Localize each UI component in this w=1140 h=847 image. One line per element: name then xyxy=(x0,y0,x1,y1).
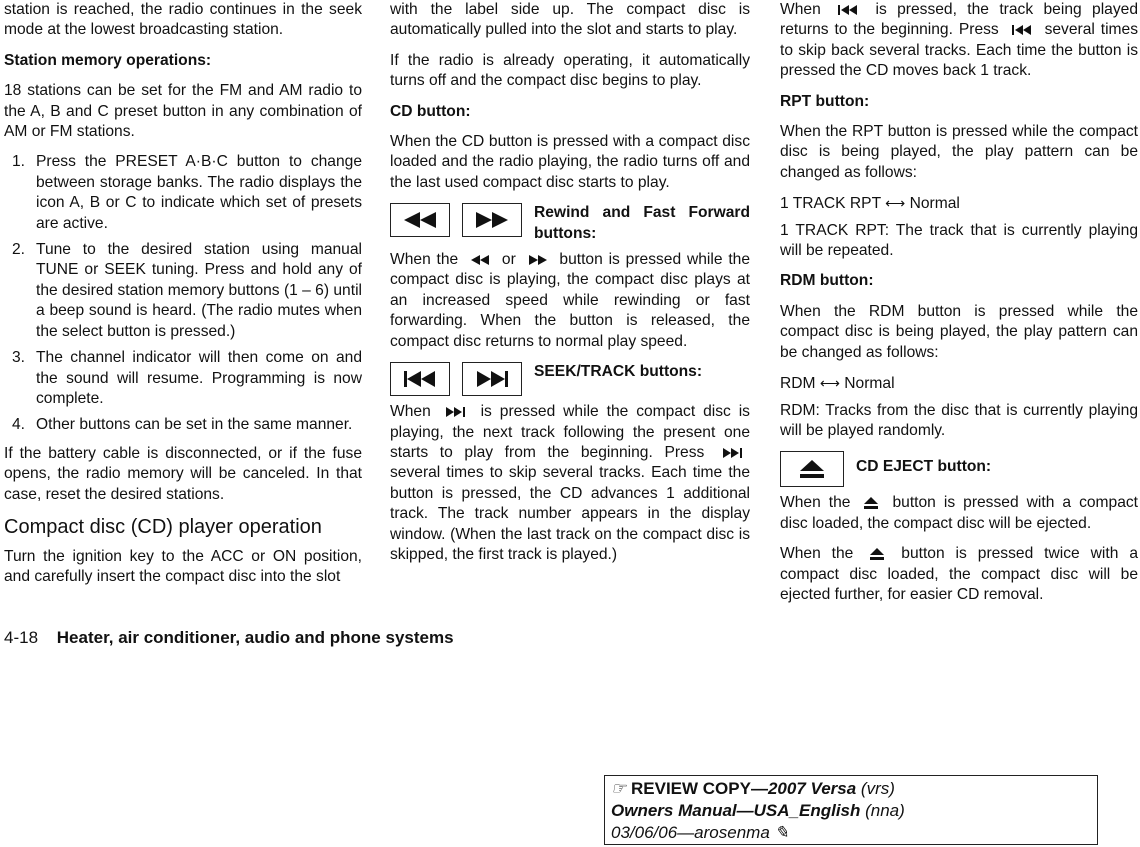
skip-forward-icon xyxy=(445,407,467,417)
rewind-button-illustration xyxy=(390,203,450,237)
rewind-ff-button-row xyxy=(390,203,750,244)
fast-forward-button-illustration xyxy=(462,203,522,237)
review-line-2: Owners Manual—USA_English (nna) xyxy=(611,801,905,820)
eject-heading: CD EJECT button: xyxy=(856,458,992,476)
double-arrow-icon: ⟷ xyxy=(819,375,840,392)
cd-section-title: Compact disc (CD) player operation xyxy=(4,515,322,538)
fast-forward-icon xyxy=(528,255,548,265)
seek-track-heading: SEEK/TRACK buttons: xyxy=(534,363,703,381)
double-arrow-icon: ⟷ xyxy=(885,195,906,212)
skip-forward-icon xyxy=(722,448,744,458)
seek-track-button-row xyxy=(390,362,750,396)
station-memory-paragraph: 18 stations can be set for the FM and AM radio to the A, B and C preset button in any combination of AM or FM stations. xyxy=(4,82,362,141)
pencil-icon: ✎ xyxy=(774,823,789,842)
rdm-paragraph: When the RDM button is pressed while the compact disc is being played, the play pattern can be changed as follows: xyxy=(780,302,1138,361)
seek-track-paragraph: When is pressed while the compact disc is playing, the next track following the present one starts to play from the beginning. Press several times to skip several tracks. Each time the button is pressed, the CD advances 1 additional track. The track number appears in the display window. (When the last track on the compact disc is skipped, the first track is played.) xyxy=(390,403,750,563)
rewind-ff-heading: Rewind and Fast Forward buttons: xyxy=(534,204,750,242)
skip-back-icon xyxy=(837,5,859,15)
eject-icon xyxy=(870,548,884,560)
rewind-ff-paragraph: When the or button is pressed while the compact disc is playing, the compact disc plays at an increased speed while rewinding or fast forwarding. When the button is released, the compact disc returns to normal play speed. xyxy=(390,251,750,350)
cd-load-paragraph: with the label side up. The compact disc is automatically pulled into the slot and starts to play. xyxy=(390,1,750,39)
rewind-icon xyxy=(470,255,490,265)
cd-button-paragraph: When the CD button is pressed with a compact disc loaded and the radio playing, the radio turns off and the last used compact disc starts to play. xyxy=(390,133,750,191)
column-middle xyxy=(390,0,750,575)
battery-paragraph: If the battery cable is disconnected, or if the fuse opens, the radio memory will be canceled. In that case, reset the desired stations. xyxy=(4,444,362,503)
review-line-3: 03/06/06—arosenma ✎ xyxy=(611,823,789,842)
skip-back-icon xyxy=(1011,25,1033,35)
review-copy-box xyxy=(604,775,1098,845)
page-footer xyxy=(4,627,454,649)
intro-paragraph: station is reached, the radio continues in the seek mode at the lowest broadcasting station. xyxy=(4,1,362,39)
rewind-icon xyxy=(402,212,438,228)
list-item: 4. Other buttons can be set in the same manner. xyxy=(12,416,353,434)
rdm-cycle: RDM ⟷ Normal xyxy=(780,375,895,393)
cd-button-heading: CD button: xyxy=(390,102,471,120)
skip-forward-icon xyxy=(475,371,509,387)
track-back-paragraph: When is pressed, the track being played returns to the beginning. Press several times to skip back several tracks. Each time the button is pressed the CD moves back 1 track. xyxy=(780,1,1139,80)
eject-button-row xyxy=(780,451,1138,487)
chapter-title: Heater, air conditioner, audio and phone systems xyxy=(56,628,454,647)
page-number: 4-18 xyxy=(4,628,39,647)
eject-icon xyxy=(800,460,824,478)
eject-icon xyxy=(864,497,878,509)
rdm-heading: RDM button: xyxy=(780,272,874,290)
review-line-1: ☞ REVIEW COPY—2007 Versa (vrs) xyxy=(611,779,895,798)
pointing-hand-icon: ☞ xyxy=(611,779,627,798)
list-item: 3. The channel indicator will then come on and the sound will resume. Programming is now complete. xyxy=(12,349,362,407)
column-right xyxy=(780,0,1138,615)
rpt-cycle: 1 TRACK RPT ⟷ Normal xyxy=(780,195,960,213)
cd-intro-paragraph: Turn the ignition key to the ACC or ON position, and carefully insert the compact disc into the slot xyxy=(4,547,362,586)
track-back-button-illustration xyxy=(390,362,450,396)
rpt-description: 1 TRACK RPT: The track that is currently playing will be repeated. xyxy=(780,221,1138,260)
fast-forward-icon xyxy=(474,212,510,228)
rpt-paragraph: When the RPT button is pressed while the compact disc is being played, the play pattern can be changed as follows: xyxy=(780,123,1138,181)
column-left xyxy=(4,0,362,598)
skip-back-icon xyxy=(403,371,437,387)
track-forward-button-illustration xyxy=(462,362,522,396)
rdm-description: RDM: Tracks from the disc that is currently playing will be played randomly. xyxy=(780,401,1138,439)
eject-paragraph-1: When the button is pressed with a compact disc loaded, the compact disc will be ejected. xyxy=(780,494,1139,532)
rpt-heading: RPT button: xyxy=(780,92,870,110)
memory-steps-list xyxy=(4,152,362,435)
eject-button-illustration xyxy=(780,451,844,487)
station-memory-heading: Station memory operations: xyxy=(4,51,212,69)
list-item: 1. Press the PRESET A·B·C button to change between storage banks. The radio displays the icon A, B or C to indicate which set of presets are active. xyxy=(12,153,362,232)
radio-off-paragraph: If the radio is already operating, it automatically turns off and the compact disc begins to play. xyxy=(390,51,750,90)
list-item: 2. Tune to the desired station using manual TUNE or SEEK tuning. Press and hold any of the desired station memory buttons (1 – 6) until a beep sound is heard. (The radio mutes when the select button is pressed.) xyxy=(12,241,362,340)
eject-paragraph-2: When the button is pressed twice with a compact disc loaded, the compact disc will be ejected further, for easier CD removal. xyxy=(780,545,1138,603)
